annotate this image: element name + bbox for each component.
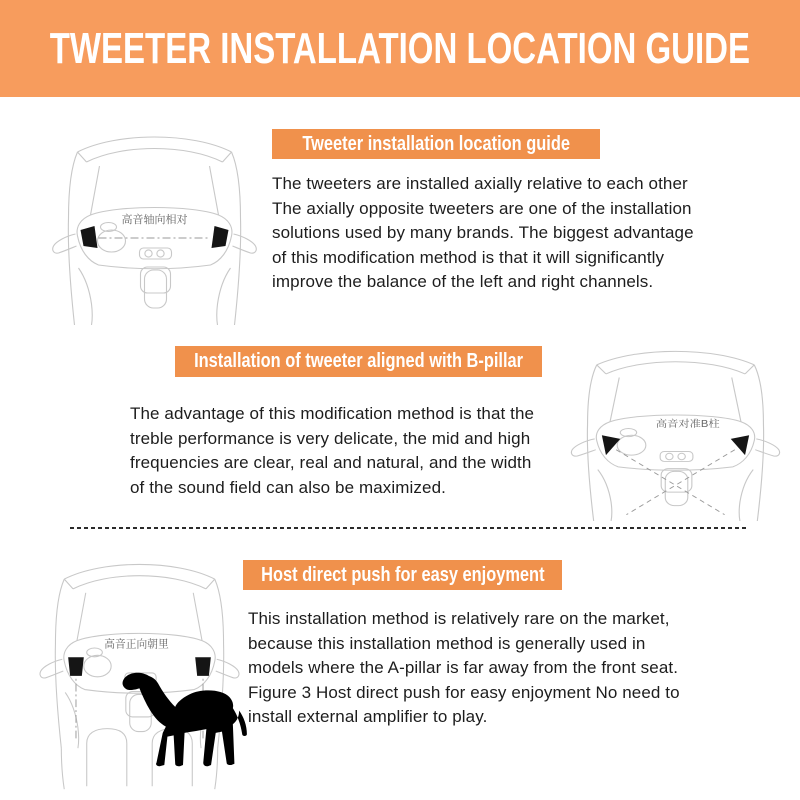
section-body-bpillar: The advantage of this modification method is that the treble performance is very delicate, the mid and high frequencies are clear, real and natural, and the width of the sound field can also be maximized. [130,404,535,497]
page-title: TWEETER INSTALLATION LOCATION GUIDE [49,23,751,73]
section-badge-axial-label: Tweeter installation location guide [302,132,570,155]
dashed-divider [70,527,746,529]
car-top-view-diagram-axial [42,120,267,325]
section-badge-bpillar-label: Installation of tweeter aligned with B-pillar [194,350,523,372]
car-top-view-diagram-bpillar [563,336,788,521]
tweeter-marker-right [731,435,749,455]
section-badge-direct-label: Host direct push for easy enjoyment [260,563,545,586]
aim-cross-lines [616,450,735,515]
section-badge-direct [243,560,562,590]
camel-silhouette-icon [116,666,250,770]
tweeter-marker-left [81,226,98,248]
diagram-label-direct: 高音正向朝里 [104,638,169,651]
section-body-axial: The tweeters are installed axially relative to each other The axially opposite tweeters are one of the installation solutions used by many brands. The biggest advantage of this modification method is that it will significantly improve the balance of the left and right channels. [272,174,694,291]
section-badge-axial [272,129,600,159]
tweeter-marker-right [212,226,229,248]
tweeter-marker-left [68,657,84,676]
section-body-direct: This installation method is relatively rare on the market, because this installation method is generally used in models where the A-pillar is far away from the front seat. Figure 3 Host direct push for easy enjoyment No need to install external amplifier to play. [248,609,680,726]
section-badge-bpillar [175,346,542,377]
diagram-label-bpillar: 高音对准B柱 [655,418,720,430]
diagram-label-axial: 高音轴向相对 [121,214,188,226]
header-banner [0,0,800,97]
